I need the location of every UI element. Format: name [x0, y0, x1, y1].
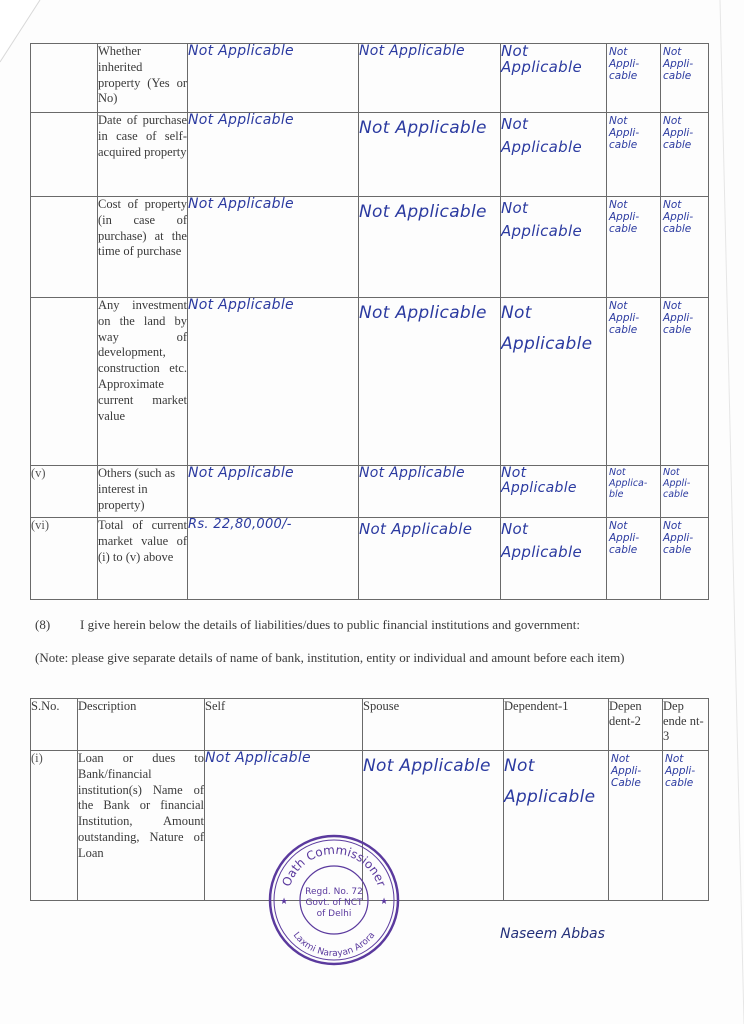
dependent1-entry: Not Applicable [501, 113, 607, 197]
spouse-entry: Not Applicable [359, 197, 501, 298]
row-number [31, 44, 98, 113]
column-header-dependent1: Dependent-1 [504, 699, 609, 751]
self-entry: Not Applicable [188, 44, 359, 113]
dependent1-entry: Not Applicable [501, 518, 607, 600]
stamp-line3: of Delhi [316, 909, 352, 919]
table-row [31, 298, 709, 466]
svg-text:★: ★ [280, 896, 289, 906]
column-header-sno: S.No. [31, 699, 78, 751]
row-description: Loan or dues to Bank/financial institution(s) Name of the Bank or financial Institution, Amount outstanding, Nature of Loan [78, 751, 205, 901]
dependent1-entry: Not Applicable [501, 298, 607, 466]
row-particular: Total of current market value of (i) to (v) above [98, 518, 188, 600]
spouse-entry: Not Applicable [359, 466, 501, 518]
dependent3-entry: Not Appli-cable [661, 113, 709, 197]
dependent2-entry: Not Applica-ble [607, 466, 661, 518]
row-number [31, 197, 98, 298]
column-header-dependent2: Depen dent-2 [609, 699, 663, 751]
row-number [31, 298, 98, 466]
svg-text:★: ★ [380, 896, 389, 906]
table-row [31, 466, 709, 518]
dependent2-entry: Not Appli-cable [607, 44, 661, 113]
spouse-entry: Not Applicable [363, 751, 504, 901]
stamp-top-text: Oath Commissioner [279, 842, 389, 889]
oath-commissioner-stamp [266, 832, 402, 968]
row-number: (v) [31, 466, 98, 518]
dependent1-entry: Not Applicable [501, 44, 607, 113]
table-row [31, 44, 709, 113]
self-entry: Not Applicable [188, 197, 359, 298]
row-number [31, 113, 98, 197]
table-row [31, 113, 709, 197]
self-entry: Not Applicable [188, 113, 359, 197]
spouse-entry: Not Applicable [359, 113, 501, 197]
spouse-entry: Not Applicable [359, 298, 501, 466]
self-entry: Rs. 22,80,000/- [188, 518, 359, 600]
row-particular: Date of purchase in case of self-acquired property [98, 113, 188, 197]
dependent3-entry: Not Appli-cable [661, 197, 709, 298]
row-number: (i) [31, 751, 78, 901]
spouse-entry: Not Applicable [359, 44, 501, 113]
row-particular: Any investment on the land by way of development, construction etc. Approximate current market value [98, 298, 188, 466]
table-row [31, 518, 709, 600]
table-row [31, 197, 709, 298]
column-header-description: Description [78, 699, 205, 751]
dependent2-entry: Not Appli-cable [607, 298, 661, 466]
dependent2-entry: Not Appli-Cable [609, 751, 663, 901]
table-header-row [31, 699, 709, 751]
section-text: I give herein below the details of liabilities/dues to public financial institutions and government: [80, 617, 581, 632]
dependent3-entry: Not Appli-cable [663, 751, 709, 901]
row-particular: Cost of property (in case of purchase) at the time of purchase [98, 197, 188, 298]
dependent2-entry: Not Appli-cable [607, 113, 661, 197]
stamp-bottom-text: Laxmi Narayan Arora [290, 930, 378, 960]
dependent1-entry: Not Applicable [501, 197, 607, 298]
row-number: (vi) [31, 518, 98, 600]
stamp-line2: Govt. of NCT [305, 898, 363, 908]
spouse-entry: Not Applicable [359, 518, 501, 600]
stamp-line1: Regd. No. 72 [305, 887, 363, 897]
column-header-spouse: Spouse [363, 699, 504, 751]
assets-table [30, 43, 709, 600]
section-note: (Note: please give separate details of name of bank, institution, entity or individual and amount before each item) [35, 650, 625, 665]
self-entry: Not Applicable [188, 298, 359, 466]
dependent1-entry: Not Applicable [501, 466, 607, 518]
column-header-self: Self [205, 699, 363, 751]
section-number: (8) [35, 617, 51, 632]
dependent2-entry: Not Appli-cable [607, 197, 661, 298]
self-entry: Not Applicable [205, 751, 363, 901]
row-particular: Others (such as interest in property) [98, 466, 188, 518]
row-particular: Whether inherited property (Yes or No) [98, 44, 188, 113]
dependent3-entry: Not Appli-cable [661, 466, 709, 518]
signature: Naseem Abbas [500, 926, 605, 942]
svg-text:Laxmi Narayan Arora [291, 931, 377, 959]
dependent3-entry: Not Appli-cable [661, 298, 709, 466]
dependent2-entry: Not Appli-cable [607, 518, 661, 600]
dependent1-entry: Not Applicable [504, 751, 609, 901]
column-header-dependent3: Dep ende nt-3 [663, 699, 709, 751]
self-entry: Not Applicable [188, 466, 359, 518]
dependent3-entry: Not Appli-cable [661, 518, 709, 600]
dependent3-entry: Not Appli-cable [661, 44, 709, 113]
